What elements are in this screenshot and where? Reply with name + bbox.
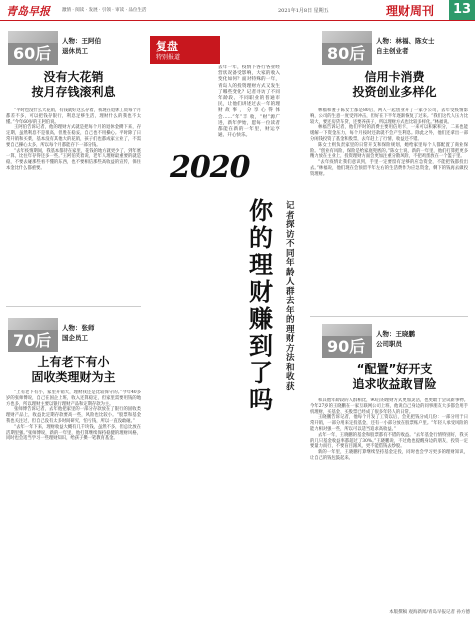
masthead <box>0 0 475 21</box>
article-body <box>310 108 468 313</box>
paragraph: “上有老下有小，家里开销大，理财我还是比较保守的。”今年40多岁的张师傅说，自己在国企上班，收入还算稳定，但家里需要用钱的地方也多，所以理财主要以银行理财产品和定期存款为主。 <box>6 390 141 407</box>
generation-label: 90后 <box>322 336 372 358</box>
person-job: 退休员工 <box>62 47 88 55</box>
paragraph: 去年一年，王晓鹏的基金和股票都有不错的收益。“去年基金行情特别好，我买的几只基金收益率都超过了30%。”王晓鹏说，不过他也提醒身边的朋友，投资一定要量力而行，不要盲目跟风，更不能借钱去炒股。 <box>310 432 468 450</box>
article-headline: 没有大花销 按月存钱滚利息 <box>31 70 116 99</box>
article-headline: “配置”好开支 追求收益敢冒险 <box>352 362 437 391</box>
photo-80s <box>322 31 372 65</box>
paragraph: 林福告诉记者，他们平时的消费主要用信用卡，一来可以积累积分，二来也能缓解一下资金压力，每个月按时还款就不会产生利息。除此之外，他们还拿出一部分闲钱投资了基金和股票，去年赶上了行情，收益还不错。 <box>310 125 468 142</box>
photo-70s <box>8 318 58 352</box>
article-body <box>6 108 141 303</box>
person-name: 人物：张师 <box>62 324 95 332</box>
photo-90s <box>322 324 372 358</box>
divider <box>310 316 468 317</box>
review-badge <box>150 36 220 64</box>
side-title: 记者探访不同年龄人群去年的理财方法和收获 <box>286 201 295 392</box>
article-headline: 信用卡消费 投资创业多样化 <box>352 70 437 99</box>
paragraph: “去年疫情期间，我基本都待在家里，花钱的地方就更少了，到年底一算，比往年存得还多一些。”王阿伯笑着说，老年人理财最重要的就是稳，不要去碰那些看不懂的东西，也不要相信那些高收益的宣传，保住本金比什么都重要。 <box>6 148 141 171</box>
intro-text: 去年一年，疫情下各行各业经营状况备受影响，大家的收入变化如何？面对特殊的一年，青岛人的投资理财方式又发生了哪些变化？记者寻访了不同年龄段、不同职业的普通市民，让他们讲述过去一年的理财故事，分享心得体会……“年”丰 收，“财”源广进，新年伊始，愿每一位读者都能在新的一年里，财运亨通、开心快乐。 <box>218 65 280 139</box>
article-body <box>6 390 141 610</box>
paragraph: “去年疫情让我们意识到，手里一定要留有足够的应急资金，不能把钱都投出去。”林福说，他们现在会预留半年左右的生活费作为应急资金，剩下的钱再去做投资理财。 <box>310 160 468 177</box>
year-graphic: 2020 <box>170 150 250 185</box>
footer-credit: 本版撰稿 观海新闻/青岛早报记者 孙方德 <box>389 610 470 615</box>
masthead-slogan: 激情 · 阅读 · 发展 · 引领 · 审读 · 品位生活 <box>62 8 147 13</box>
paragraph: 王晓鹏告诉记者，他每个月发了工资以后，会先把钱分成几份：一部分用于日常开销，一部分用来定投基金，还有一小部分放在股票账户里。“年轻人承受风险的能力相对强一些，所以可以适当追求高收益。” <box>310 415 468 432</box>
paragraph: 林福和妻子陈女士都是80后，两人一起创业开了一家小公司，去年受疫情影响，公司的生意一度受到冲击，但好在下半年逐渐恢复了过来。“我们这代人压力比较大，要还房贷车贷，还要养孩子，所以理财方式也比较多样化。”林福说。 <box>310 108 468 125</box>
generation-label: 80后 <box>322 43 372 65</box>
paragraph: “去年一年下来，理财收益大概有几千块钱，虽然不多，但总比放在活期里强。”张师傅说，新的一年里，他打算继续保持稳健的理财风格，同时也会适当学习一些理财知识，给孩子攒一笔教育基金。 <box>6 424 141 442</box>
newspaper-logo: 青岛早报 <box>6 5 50 18</box>
paragraph: “平时也没什么大花销，有钱就好这么存着，我现在退休工资每个月都差不多，可以把钱存银行，利息足够生活，理财什么的我也不太懂。”今年60岁的王阿伯说。 <box>6 108 141 125</box>
badge-main: 复盘 <box>156 40 178 53</box>
article-headline: 上有老下有小 固收类理财为主 <box>31 355 116 384</box>
generation-label: 70后 <box>8 330 58 352</box>
photo-60s <box>8 31 58 65</box>
main-headline: 你的理财赚到了吗 <box>249 197 273 414</box>
person-name: 人物：王阿伯 <box>62 37 101 45</box>
paragraph: 张师傅告诉记者，去年他把家里的一部分存款放在了银行的固收类理财产品上，收益比定期存款要高一些，风险也比较小。“股票和基金我也关注过，但自己没有太多时间研究，怕亏钱，所以一直没敢碰。” <box>6 407 141 424</box>
paragraph: 陈女士则负责家里的日常开支和保险规划，她给家里每个人都配置了商业保险。“创业有风险，保险是给家庭兜底的。”陈女士说，新的一年里，他们打算把更多精力放在主业上，投资理财方面会更加注重分散风险，不把鸡蛋放在一个篮子里。 <box>310 142 468 160</box>
generation-label: 60后 <box>8 43 58 65</box>
paragraph: 和其他年龄段的人群相比，90后的理财方式更加灵活，也更敢于尝试新事物。今年27岁的王晓鹏在一家互联网公司上班，他说自己身边的同事朋友大多都会用手机理财，买基金、买股票已经成了很多年轻人的日常。 <box>310 398 468 415</box>
section-title: 理财周刊 <box>386 4 435 18</box>
divider <box>6 306 141 307</box>
page-number: 13 <box>449 0 475 20</box>
paragraph: 新的一年里，王晓鹏打算继续坚持基金定投，同时也会学习更多的理财知识，让自己的钱包鼓起来。 <box>310 450 468 461</box>
person-job: 国企员工 <box>62 334 88 342</box>
person-name: 人物：林福、陈女士 <box>376 37 435 45</box>
person-job: 自主创业者 <box>376 47 409 55</box>
issue-date: 2021年1月8日 星期五 <box>278 8 329 14</box>
person-job: 公司职员 <box>376 340 402 348</box>
paragraph: 王阿伯告诉记者，他的理财方式就是把每个月的退休金攒下来，存定期，虽然利息不是很高，但胜在稳妥，自己也不用操心。平时除了日常开销和买菜，基本没有其他大的花销，孩子们也都成家立业了，不需要自己操心太多，所以每个月都能存下一部分钱。 <box>6 125 141 148</box>
badge-sub: 特别报道 <box>156 54 181 61</box>
person-name: 人物：王晓鹏 <box>376 330 415 338</box>
article-body <box>310 398 468 598</box>
